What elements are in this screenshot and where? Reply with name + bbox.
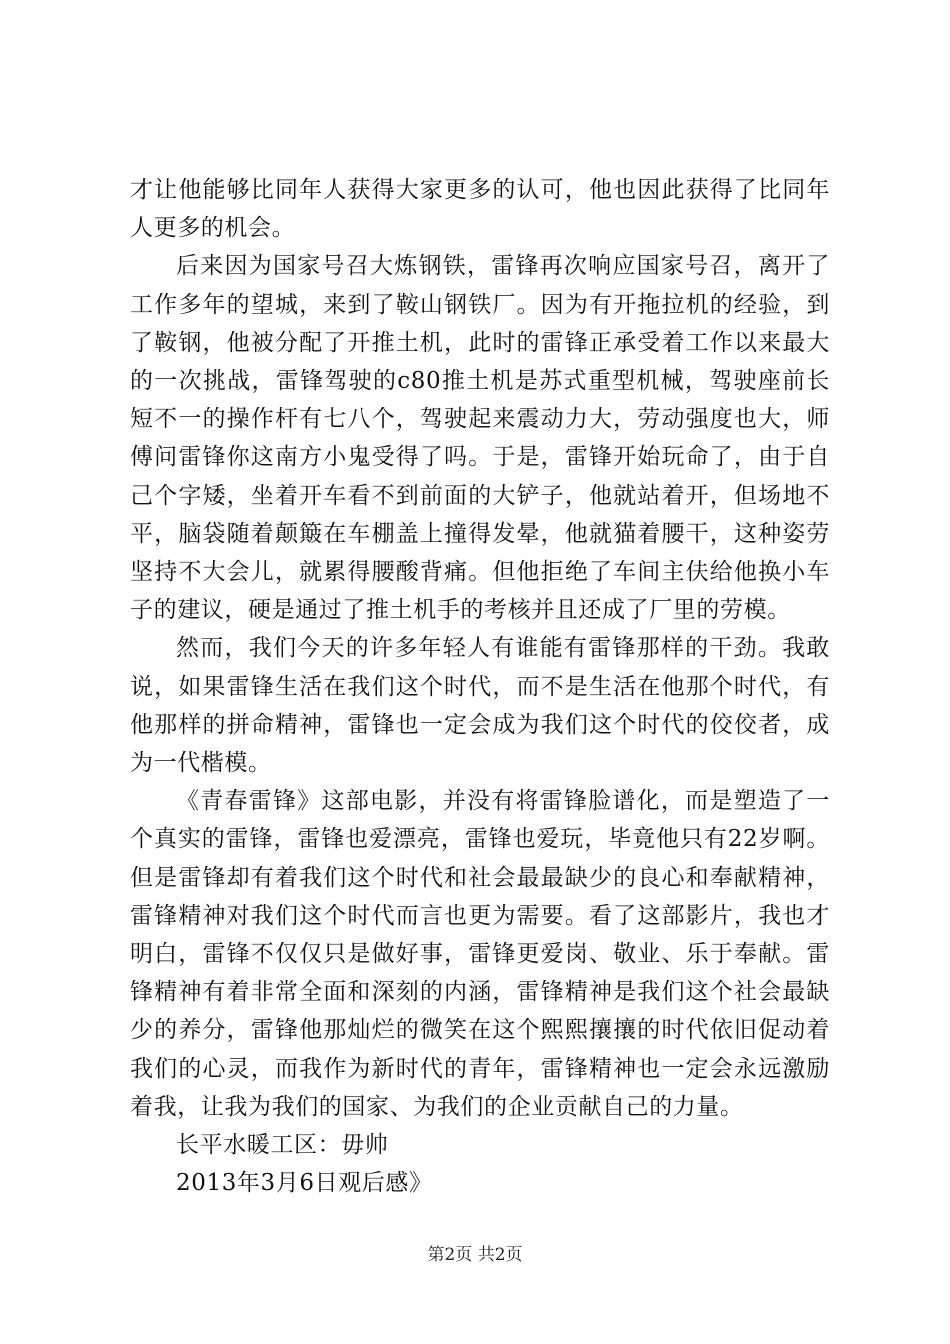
date-line: 2013年3月6日观后感》: [176, 1170, 433, 1197]
paragraph-steel-factory: 后来因为国家号召大炼钢铁，雷锋再次响应国家号召，离开了工作多年的望城，来到了鞍山钢铁厂。因为有开拖拉机的经验，到了鞍钢，他被分配了开推土机，此时的雷锋正承受着工作以来最大的一次挑战，雷锋驾驶的c80推土机是苏式重型机械，驾驶座前长短不一的操作杆有七八个，驾驶起来震动力大，劳动强度也大，师傅问雷锋你这南方小鬼受得了吗。于是，雷锋开始玩命了，由于自己个字矮，坐着开车看不到前面的大铲子，他就站着开，但场地不平，脑袋随着颠簸在车棚盖上撞得发晕，他就猫着腰干，这种姿劳坚持不大会儿，就累得腰酸背痛。但他拒绝了车间主伕给他换小车子的建议，硬是通过了推土机手的考核并且还成了厂里的劳模。: [130, 253, 830, 624]
signature-line: 长平水暖工区：毋帅: [176, 1132, 389, 1159]
paragraph-young-people: 然而，我们今天的许多年轻人有谁能有雷锋那样的干劲。我敢说，如果雷锋生活在我们这个时代，而不是生活在他那个时代，有他那样的拼命精神，雷锋也一定会成为我们这个时代的佼佼者，成为一代楷模。: [130, 635, 830, 777]
page-number-footer: 第2页 共2页: [427, 1245, 523, 1265]
paragraph-continuation: 才让他能够比同年人获得大家更多的认可，他也因此获得了比同年人更多的机会。: [130, 177, 830, 242]
paragraph-movie-review: 《青春雷锋》这部电影，并没有将雷锋脸谱化，而是塑造了一个真实的雷锋，雷锋也爱漂亮，雷锋也爱玩，毕竟他只有22岁啊。但是雷锋却有着我们这个时代和社会最最缺少的良心和奉献精神，雷锋精神对我们这个时代而言也更为需要。看了这部影片，我也才明白，雷锋不仅仅只是做好事，雷锋更爱岗、敬业、乐于奉献。雷锋精神有着非常全面和深刻的内涵，雷锋精神是我们这个社会最缺少的养分，雷锋他那灿烂的微笑在这个熙熙攘攘的时代依旧促动着我们的心灵，而我作为新时代的青年，雷锋精神也一定会永远激励着我，让我为我们的国家、为我们的企业贡献自己的力量。: [130, 788, 830, 1120]
document-body: [130, 171, 830, 1202]
